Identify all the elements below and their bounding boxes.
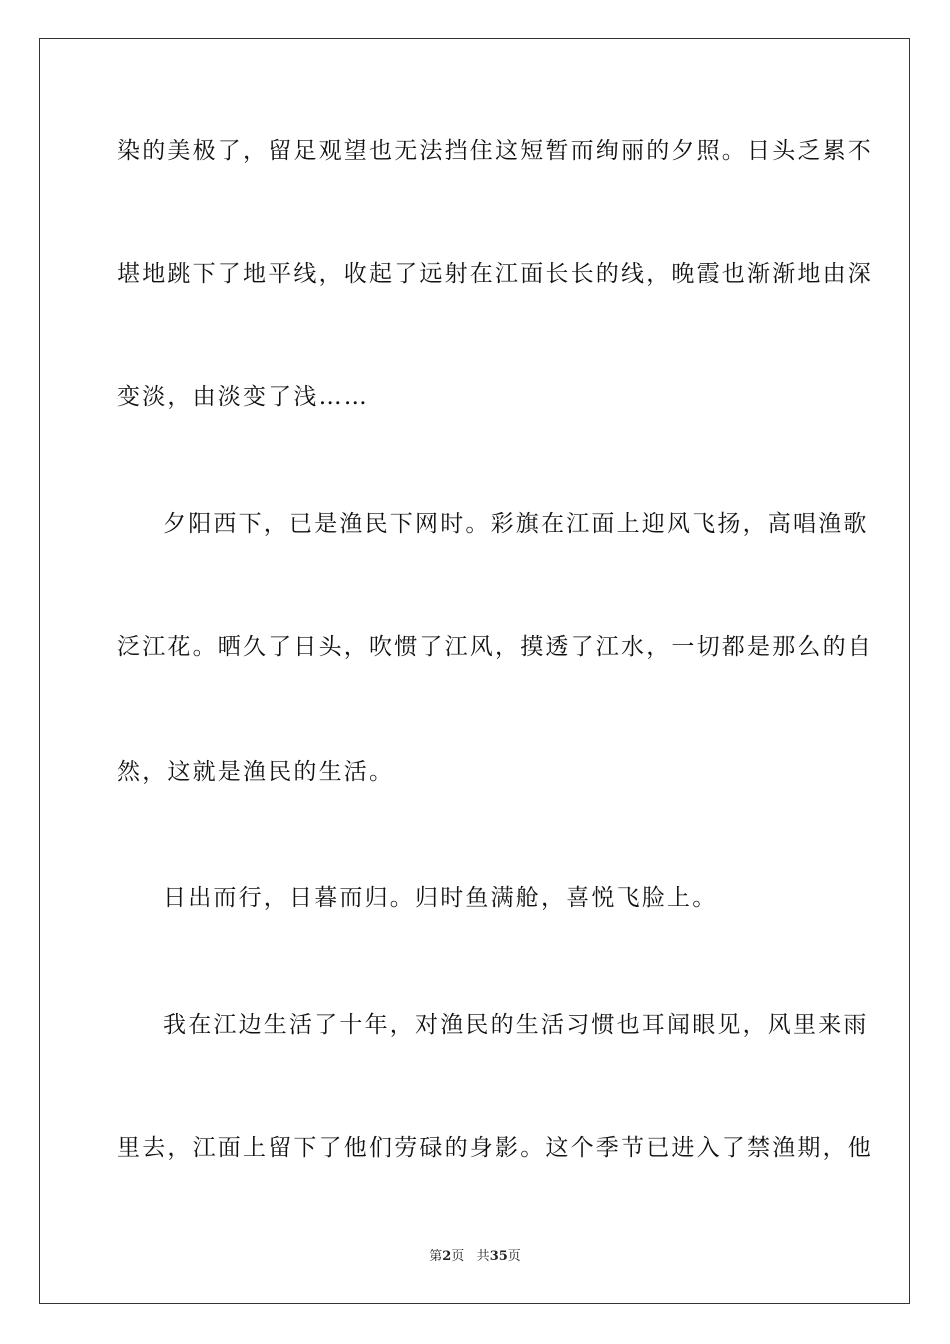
text-line-9: 里去，江面上留下了他们劳碌的身影。这个季节已进入了禁渔期，他: [117, 1135, 873, 1161]
text-line-4: 夕阳西下，已是渔民下网时。彩旗在江面上迎风飞扬，高唱渔歌: [163, 511, 869, 537]
page-number: 2: [442, 1249, 452, 1264]
text-line-7: 日出而行，日暮而归。归时鱼满舱，喜悦飞脸上。: [163, 885, 718, 911]
text-line-8: 我在江边生活了十年，对渔民的生活习惯也耳闻眼见，风里来雨: [163, 1012, 869, 1038]
text-line-2: 堪地跳下了地平线，收起了远射在江面长长的线，晚霞也渐渐地由深: [117, 261, 873, 287]
total-prefix: 共: [476, 1249, 490, 1264]
text-line-5: 泛江花。晒久了日头，吹惯了江风，摸透了江水，一切都是那么的自: [117, 634, 873, 660]
page-footer: [0, 1248, 950, 1266]
total-pages: 35: [489, 1249, 508, 1264]
page-prefix: 第: [429, 1249, 443, 1264]
page-border: [39, 38, 910, 1304]
page-suffix: 页: [451, 1249, 465, 1264]
text-line-1: 染的美极了，留足观望也无法挡住这短暂而绚丽的夕照。日头乏累不: [117, 138, 873, 164]
total-suffix: 页: [507, 1249, 521, 1264]
text-line-6: 然，这就是渔民的生活。: [117, 759, 395, 785]
text-line-3: 变淡，由淡变了浅……: [117, 384, 369, 410]
